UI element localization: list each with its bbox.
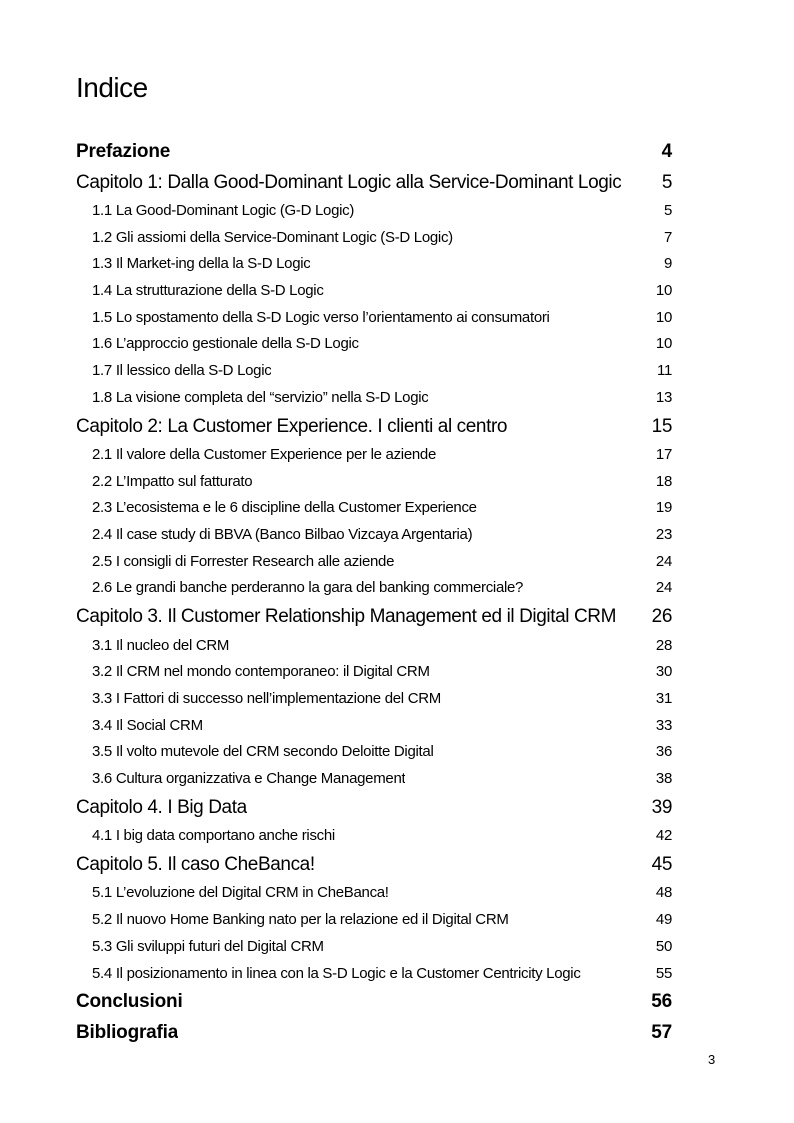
toc-section-entry[interactable]	[76, 575, 672, 602]
toc-entry-label: 3.5 Il volto mutevole del CRM secondo Deloitte Digital	[92, 743, 434, 761]
toc-entry-page: 13	[655, 388, 672, 406]
toc-entry-page: 45	[651, 853, 672, 875]
toc-entry-page: 31	[655, 690, 672, 707]
toc-entry-page: 10	[655, 282, 672, 300]
toc-section-entry[interactable]	[76, 305, 672, 332]
toc-entry-label: 5.4 Il posizionamento in linea con la S-D Logic e la Customer Centricity Logic	[92, 964, 581, 982]
toc-entry-page: 39	[651, 796, 672, 818]
toc-entry-page: 50	[655, 937, 672, 955]
toc-entry-page: 48	[655, 884, 672, 902]
toc-entry-page: 33	[655, 716, 672, 734]
toc-section-entry[interactable]	[76, 495, 672, 522]
toc-entry-page: 4	[661, 141, 672, 162]
toc-section-entry[interactable]	[76, 385, 672, 412]
toc-entry-label: 1.5 Lo spostamento della S-D Logic verso l’orientamento ai consumatori	[92, 308, 550, 326]
toc-entry-label: Capitolo 1: Dalla Good-Dominant Logic alla Service-Dominant Logic	[76, 171, 622, 193]
toc-section-entry[interactable]	[76, 225, 672, 252]
toc-section-entry[interactable]	[76, 469, 672, 496]
toc-entry-label: Capitolo 4. I Big Data	[76, 796, 247, 818]
toc-entry-page: 5	[661, 171, 672, 193]
toc-entry-page: 9	[663, 255, 672, 273]
toc-entry-page: 11	[657, 362, 672, 380]
toc-section-entry[interactable]	[76, 907, 672, 934]
toc-entry-page: 10	[655, 308, 672, 326]
toc-entry-page: 19	[655, 499, 672, 517]
toc-entry-label: Capitolo 5. Il caso CheBanca!	[76, 853, 315, 875]
toc-section-entry[interactable]	[76, 713, 672, 740]
toc-entry-label: 1.1 La Good-Dominant Logic (G-D Logic)	[92, 202, 355, 219]
toc-section-entry[interactable]	[76, 633, 672, 660]
toc-section-entry[interactable]	[76, 358, 672, 385]
toc-chapter-entry[interactable]	[76, 850, 672, 881]
page-title: Indice	[76, 72, 148, 103]
toc-entry-page: 24	[655, 579, 672, 597]
toc-entry-label: 3.4 Il Social CRM	[92, 716, 203, 734]
toc-entry-page: 42	[655, 827, 672, 845]
toc-entry-label: 5.2 Il nuovo Home Banking nato per la relazione ed il Digital CRM	[92, 911, 509, 929]
toc-entry-page: 36	[655, 743, 672, 761]
toc-chapter-entry[interactable]	[76, 1018, 672, 1049]
toc-entry-label: 2.3 L’ecosistema e le 6 discipline della Customer Experience	[92, 499, 477, 517]
toc-entry-page: 18	[655, 472, 672, 490]
toc-entry-label: 5.3 Gli sviluppi futuri del Digital CRM	[92, 937, 324, 955]
toc-entry-label: Capitolo 2: La Customer Experience. I clienti al centro	[76, 415, 508, 437]
toc-entry-label: 3.3 I Fattori di successo nell’implementazione del CRM	[92, 690, 441, 707]
toc-entry-label: 2.6 Le grandi banche perderanno la gara del banking commerciale?	[92, 579, 524, 597]
toc-section-entry[interactable]	[76, 331, 672, 358]
toc-section-entry[interactable]	[76, 522, 672, 549]
toc-entry-page: 7	[663, 228, 672, 246]
toc-section-entry[interactable]	[76, 278, 672, 305]
toc-section-entry[interactable]	[76, 961, 672, 988]
toc-entry-label: Conclusioni	[76, 991, 183, 1013]
toc-entry-page: 30	[655, 663, 672, 681]
toc-chapter-entry[interactable]	[76, 168, 672, 199]
toc-section-entry[interactable]	[76, 198, 672, 225]
toc-entry-label: Prefazione	[76, 141, 171, 162]
toc-chapter-entry[interactable]	[76, 412, 672, 443]
toc-entry-label: 2.5 I consigli di Forrester Research alle aziende	[92, 552, 395, 570]
toc-chapter-entry[interactable]	[76, 987, 672, 1018]
toc-section-entry[interactable]	[76, 659, 672, 686]
toc-entry-label: 4.1 I big data comportano anche rischi	[92, 827, 335, 845]
toc-entry-label: 3.1 Il nucleo del CRM	[92, 636, 230, 654]
toc-entry-page: 28	[655, 636, 672, 654]
toc-entry-label: 3.2 Il CRM nel mondo contemporaneo: il Digital CRM	[92, 663, 430, 681]
toc-entry-label: 1.2 Gli assiomi della Service-Dominant Logic (S-D Logic)	[92, 228, 453, 246]
toc-entry-page: 15	[651, 415, 672, 437]
toc-entry-label: 1.6 L’approccio gestionale della S-D Logic	[92, 335, 359, 353]
toc-section-entry[interactable]	[76, 934, 672, 961]
toc-entry-label: 1.8 La visione completa del “servizio” nella S-D Logic	[92, 388, 429, 406]
toc-entry-label: 1.4 La strutturazione della S-D Logic	[92, 282, 324, 300]
toc-entry-page: 57	[651, 1021, 672, 1043]
toc-section-entry[interactable]	[76, 549, 672, 576]
toc-section-entry[interactable]	[76, 251, 672, 278]
toc-entry-page: 10	[655, 335, 672, 353]
toc-entry-page: 56	[651, 991, 672, 1013]
toc-entry-label: 3.6 Cultura organizzativa e Change Management	[92, 770, 406, 788]
toc-chapter-entry[interactable]	[76, 602, 672, 633]
page-number: 3	[708, 1052, 716, 1067]
toc-entry-label: 1.3 Il Market-ing della la S-D Logic	[92, 255, 311, 273]
toc-entry-page: 24	[655, 552, 672, 570]
toc-entry-page: 38	[655, 770, 672, 788]
toc-entry-label: 2.2 L’Impatto sul fatturato	[92, 472, 253, 490]
toc-entry-page: 17	[655, 446, 672, 463]
toc-entry-page: 23	[655, 526, 672, 544]
toc-section-entry[interactable]	[76, 739, 672, 766]
toc-entry-page: 55	[655, 964, 672, 982]
table-of-contents	[76, 137, 672, 1048]
toc-entry-page: 5	[663, 202, 672, 219]
toc-entry-label: 5.1 L’evoluzione del Digital CRM in CheBanca!	[92, 884, 389, 902]
toc-entry-label: 2.4 Il case study di BBVA (Banco Bilbao Vizcaya Argentaria)	[92, 526, 473, 544]
toc-section-entry[interactable]	[76, 686, 672, 713]
toc-entry-label: Bibliografia	[76, 1021, 179, 1043]
toc-section-entry[interactable]	[76, 823, 672, 850]
toc-section-entry[interactable]	[76, 880, 672, 907]
toc-entry-label: 1.7 Il lessico della S-D Logic	[92, 362, 272, 380]
toc-entry-label: Capitolo 3. Il Customer Relationship Management ed il Digital CRM	[76, 606, 617, 628]
toc-section-entry[interactable]	[76, 442, 672, 469]
toc-chapter-entry[interactable]	[76, 137, 672, 168]
toc-chapter-entry[interactable]	[76, 793, 672, 824]
toc-entry-label: 2.1 Il valore della Customer Experience per le aziende	[92, 446, 436, 463]
toc-entry-page: 26	[651, 606, 672, 628]
toc-entry-page: 49	[655, 911, 672, 929]
toc-section-entry[interactable]	[76, 766, 672, 793]
